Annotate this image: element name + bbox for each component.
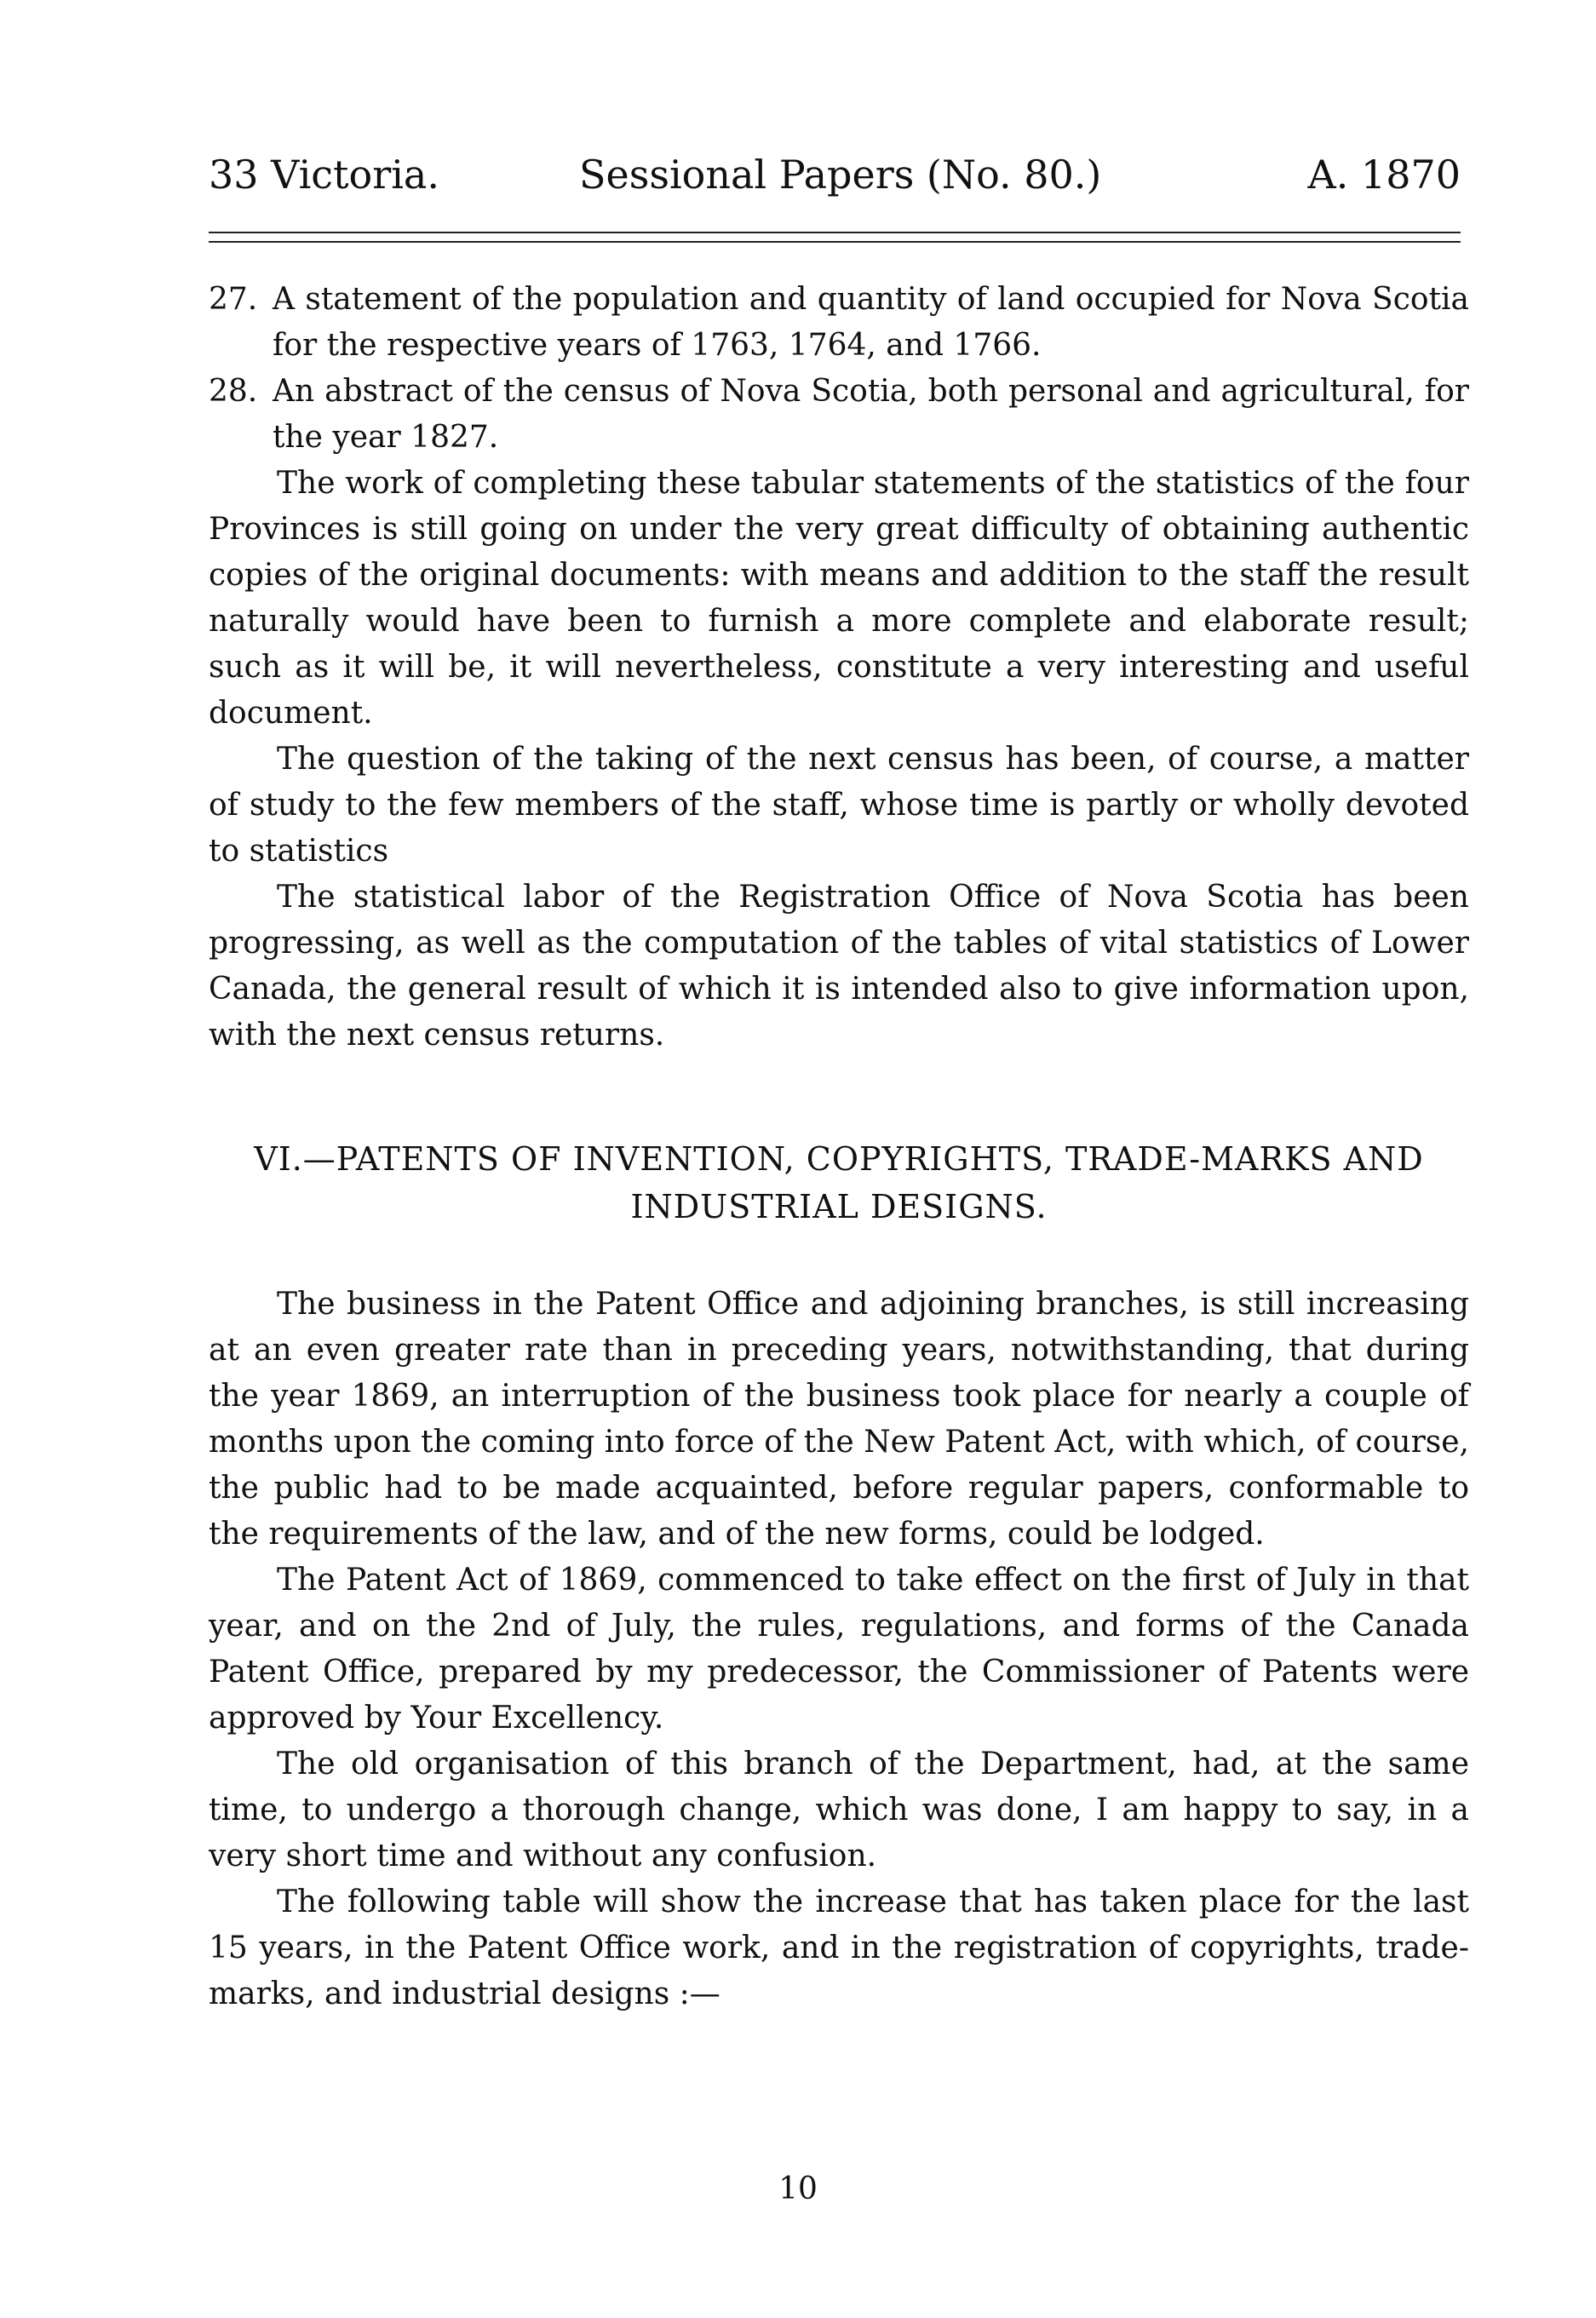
running-header bbox=[209, 152, 1461, 220]
list-item-number: 27. bbox=[209, 282, 258, 317]
list-item-number: 28. bbox=[209, 374, 258, 409]
paragraph: The old organisation of this branch of the Department, had, at the same time, to undergo a thorough change, which was done, I am happy to say, in a very short time and without any confusion. bbox=[209, 1747, 1469, 1873]
page-number: 10 bbox=[778, 2172, 818, 2206]
paragraph: The question of the taking of the next census has been, of course, a matter of study to the few members of the staff, whose time is partly or wholly devoted to statistics bbox=[209, 742, 1469, 869]
paragraph: The Patent Act of 1869, commenced to take effect on the first of July in that year, and on the 2nd of July, the rules, regulations, and forms of the Canada Patent Office, prepared by my predecessor, the Commissioner of Patents were approved by Your Excellency. bbox=[209, 1563, 1469, 1736]
header-left: 33 Victoria. bbox=[209, 152, 439, 198]
paragraph: The business in the Patent Office and adjoining branches, is still increasing at an even greater rate than in preceding years, notwithstanding, that during the year 1869, an interruption of the business took place for nearly a couple of months upon the coming into force of the New Patent Act, with which, of course, the public had to be made acquainted, before regular papers, conformable to the requirements of the law, and of the new forms, could be lodged. bbox=[209, 1287, 1469, 1552]
paragraph: The work of completing these tabular statements of the statistics of the four Provinces is still going on under the very great difficulty of obtaining authentic copies of the original documents: with means and addition to the staff the result naturally would have been to furnish a more complete and elaborate result; such as it will be, it will nevertheless, constitute a very interesting and useful document. bbox=[209, 466, 1469, 731]
list-item bbox=[209, 277, 1469, 369]
section-heading-line-2: INDUSTRIAL DESIGNS. bbox=[630, 1188, 1048, 1225]
list-item-text: An abstract of the census of Nova Scotia, both personal and agricultural, for the year 1827. bbox=[273, 374, 1469, 455]
section-heading-line-1: VI.—PATENTS OF INVENTION, COPYRIGHTS, TRADE-MARKS AND bbox=[254, 1140, 1424, 1178]
paragraph: The following table will show the increase that has taken place for the last 15 years, in the Patent Office work, and in the registration of copyrights, trade-marks, and industrial designs :— bbox=[209, 1885, 1469, 2011]
section-heading bbox=[209, 1135, 1469, 1231]
header-rule-bottom bbox=[209, 241, 1461, 243]
header-center: Sessional Papers (No. 80.) bbox=[579, 152, 1102, 198]
list-item-text: A statement of the population and quantity of land occupied for Nova Scotia for the respective years of 1763, 1764, and 1766. bbox=[273, 282, 1469, 363]
header-rule-top bbox=[209, 232, 1461, 233]
header-right: A. 1870 bbox=[1307, 152, 1461, 198]
paragraph: The statistical labor of the Registration Office of Nova Scotia has been progressing, as well as the computation of the tables of vital statistics of Lower Canada, the general result of which it is intended also to give information upon, with the next census returns. bbox=[209, 880, 1469, 1053]
list-item bbox=[209, 369, 1469, 461]
body-text bbox=[209, 277, 1469, 2017]
